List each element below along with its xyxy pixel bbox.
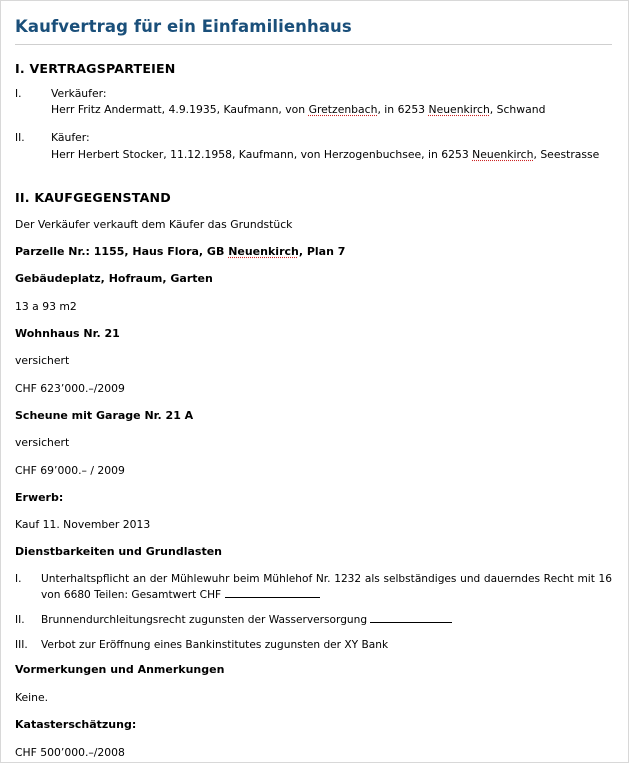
easement-item bbox=[15, 638, 612, 654]
easement-item bbox=[15, 613, 612, 629]
easement-text-before: Unterhaltspflicht an der Mühlewuhr beim Mühlehof Nr. 1232 als selbständiges und dauerndes Recht mit 16 von 6680 Teilen: Gesamtwert CHF bbox=[41, 572, 612, 601]
spellcheck-word: Neuenkirch bbox=[428, 103, 490, 117]
party-role: Verkäufer: bbox=[51, 86, 107, 100]
party-details bbox=[51, 86, 612, 119]
easements-heading: Dienstbarkeiten und Grundlasten bbox=[15, 545, 222, 559]
party-role: Käufer: bbox=[51, 131, 90, 145]
party-number: II. bbox=[15, 132, 25, 145]
acquisition-value: Kauf 11. November 2013 bbox=[15, 518, 151, 532]
document-body bbox=[1, 1, 628, 761]
party-buyer bbox=[15, 130, 612, 163]
section-heading-kaufgegenstand: II. KAUFGEGENSTAND bbox=[15, 189, 171, 205]
easement-number: III. bbox=[15, 638, 28, 651]
building-1-name: Wohnhaus Nr. 21 bbox=[15, 326, 120, 340]
building-2-name: Scheune mit Garage Nr. 21 A bbox=[15, 408, 194, 422]
page-title: Kaufvertrag für ein Einfamilienhaus bbox=[15, 17, 352, 36]
fill-in-blank bbox=[225, 597, 320, 598]
title-divider bbox=[15, 44, 612, 45]
fill-in-blank bbox=[370, 622, 452, 623]
party-number: I. bbox=[15, 87, 22, 100]
building-2-insured: versichert bbox=[15, 436, 70, 450]
parcel-line bbox=[15, 244, 612, 261]
party-line-a: Herr Fritz Andermatt, 4.9.1935, Kaufmann, von bbox=[51, 103, 309, 117]
building-2-value: CHF 69’000.– / 2009 bbox=[15, 463, 125, 477]
spellcheck-word: Neuenkirch bbox=[472, 147, 534, 161]
parcel-pre: Parzelle Nr.: 1155, Haus Flora, GB bbox=[15, 244, 229, 258]
party-line-b: , Seestrasse bbox=[533, 147, 600, 161]
estimate-value: CHF 500’000.–/2008 bbox=[15, 745, 125, 759]
kaufgegenstand-intro: Der Verkäufer verkauft dem Käufer das Grundstück bbox=[15, 217, 293, 231]
easement-item bbox=[15, 572, 612, 604]
acquisition-label: Erwerb: bbox=[15, 490, 64, 504]
party-line-c: , Schwand bbox=[489, 103, 546, 117]
spellcheck-word: Neuenkirch bbox=[228, 244, 299, 258]
parcel-usage: Gebäudeplatz, Hofraum, Garten bbox=[15, 272, 213, 286]
easement-text-before: Brunnendurchleitungsrecht zugunsten der Wasserversorgung bbox=[41, 613, 371, 626]
easement-text bbox=[41, 572, 612, 604]
parcel-post: , Plan 7 bbox=[298, 244, 346, 258]
party-line-b: , in 6253 bbox=[377, 103, 429, 117]
party-line-a: Herr Herbert Stocker, 11.12.1958, Kaufmann, von Herzogenbuchsee, in 6253 bbox=[51, 147, 473, 161]
easement-text bbox=[41, 613, 612, 629]
notes-heading: Vormerkungen und Anmerkungen bbox=[15, 663, 225, 677]
building-1-insured: versichert bbox=[15, 354, 70, 368]
estimate-heading: Katasterschätzung: bbox=[15, 718, 137, 732]
party-details bbox=[51, 130, 612, 163]
easement-number: I. bbox=[15, 572, 22, 585]
section-heading-vertragsparteien: I. VERTRAGSPARTEIEN bbox=[15, 60, 176, 76]
easement-text: Verbot zur Eröffnung eines Bankinstitutes zugunsten der XY Bank bbox=[41, 638, 389, 651]
spellcheck-word: Gretzenbach bbox=[308, 103, 378, 117]
parcel-area: 13 a 93 m2 bbox=[15, 299, 77, 313]
notes-value: Keine. bbox=[15, 690, 49, 704]
easement-number: II. bbox=[15, 613, 25, 626]
party-seller bbox=[15, 86, 612, 119]
building-1-value: CHF 623’000.–/2009 bbox=[15, 381, 125, 395]
